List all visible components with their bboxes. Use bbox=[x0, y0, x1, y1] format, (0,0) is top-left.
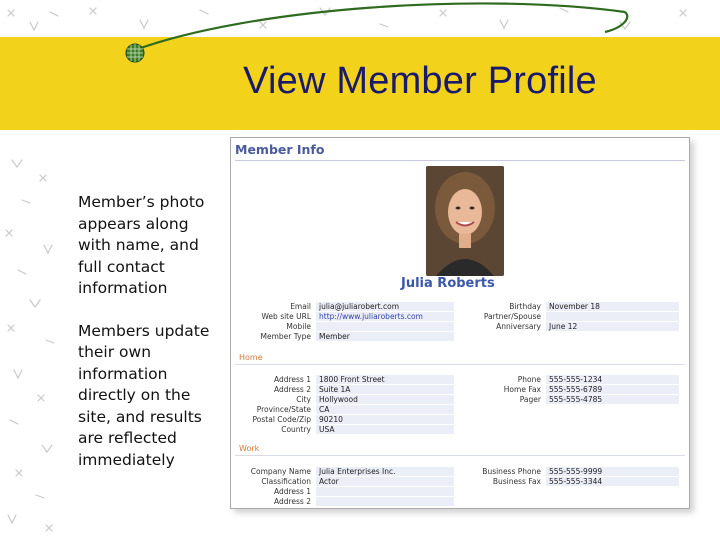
field-label: Anniversary bbox=[496, 322, 541, 331]
field-label: Business Fax bbox=[492, 477, 541, 486]
field-label: Postal Code/Zip bbox=[252, 415, 311, 424]
bullet-list bbox=[78, 192, 218, 492]
divider bbox=[235, 160, 685, 161]
field-value: June 12 bbox=[546, 322, 679, 331]
field-value: USA bbox=[316, 425, 454, 434]
bullet-item: Members update their own information directly on the site, and results are reflected immediately bbox=[78, 321, 210, 469]
member-name: Julia Roberts bbox=[401, 276, 495, 291]
section-home: Home bbox=[239, 353, 263, 362]
field-value: 555-555-1234 bbox=[546, 375, 679, 384]
field-label: Member Type bbox=[260, 332, 311, 341]
field-label: Province/State bbox=[256, 405, 311, 414]
field-label: Company Name bbox=[250, 467, 311, 476]
field-value[interactable]: http://www.juliaroberts.com bbox=[316, 312, 454, 321]
field-value: Julia Enterprises Inc. bbox=[316, 467, 454, 476]
field-value: 555-555-4785 bbox=[546, 395, 679, 404]
field-label: Partner/Spouse bbox=[483, 312, 541, 321]
field-label: Address 2 bbox=[273, 497, 311, 506]
field-value bbox=[316, 487, 454, 496]
member-info-screenshot bbox=[230, 137, 690, 509]
field-label: Web site URL bbox=[261, 312, 311, 321]
field-label: Phone bbox=[517, 375, 541, 384]
field-label: Birthday bbox=[509, 302, 541, 311]
bullet-item: Member’s photo appears along with name, and full contact information bbox=[78, 193, 205, 297]
field-label: City bbox=[296, 395, 311, 404]
field-label: Address 1 bbox=[273, 487, 311, 496]
field-label: Country bbox=[281, 425, 311, 434]
field-value: Actor bbox=[316, 477, 454, 486]
panel-heading: Member Info bbox=[235, 142, 325, 157]
field-value: 90210 bbox=[316, 415, 454, 424]
field-value bbox=[316, 497, 454, 506]
field-label: Pager bbox=[519, 395, 541, 404]
field-value: 555-555-6789 bbox=[546, 385, 679, 394]
section-work: Work bbox=[239, 444, 260, 453]
field-value: 555-555-3344 bbox=[546, 477, 679, 486]
field-value bbox=[546, 312, 679, 321]
field-value: Suite 1A bbox=[316, 385, 454, 394]
field-value: Member bbox=[316, 332, 454, 341]
field-label: Mobile bbox=[286, 322, 311, 331]
field-value: Hollywood bbox=[316, 395, 454, 404]
divider bbox=[235, 364, 685, 365]
member-photo bbox=[426, 166, 504, 276]
field-label: Business Phone bbox=[482, 467, 541, 476]
field-value: julia@juliarobert.com bbox=[316, 302, 454, 311]
field-value: CA bbox=[316, 405, 454, 414]
divider bbox=[235, 455, 685, 456]
field-label: Address 2 bbox=[273, 385, 311, 394]
field-value: 1800 Front Street bbox=[316, 375, 454, 384]
field-value: November 18 bbox=[546, 302, 679, 311]
field-value: 555-555-9999 bbox=[546, 467, 679, 476]
field-label: Address 1 bbox=[273, 375, 311, 384]
field-label: Email bbox=[290, 302, 311, 311]
field-label: Home Fax bbox=[503, 385, 541, 394]
field-label: Classification bbox=[261, 477, 311, 486]
slide-title: View Member Profile bbox=[243, 60, 597, 102]
